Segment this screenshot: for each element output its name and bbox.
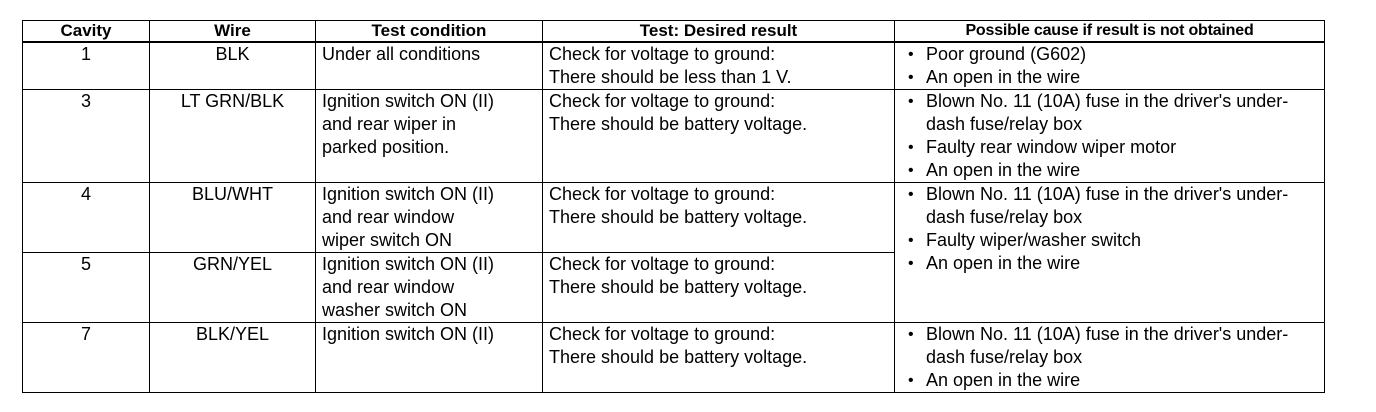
table-row bbox=[23, 90, 1325, 183]
wire-cell: LT GRN/BLK bbox=[150, 90, 316, 183]
cause-item bbox=[901, 323, 1318, 369]
table-row bbox=[23, 323, 1325, 393]
condition-line: and rear window bbox=[322, 207, 455, 227]
condition-line: washer switch ON bbox=[322, 300, 468, 320]
header-test-condition: Test condition bbox=[316, 21, 543, 43]
wire-cell: BLK/YEL bbox=[150, 323, 316, 393]
result-line: Check for voltage to ground: bbox=[549, 91, 776, 111]
cause-text: Blown No. 11 (10A) fuse in the driver's under-dash fuse/relay box bbox=[926, 184, 1289, 227]
result-cell bbox=[543, 323, 895, 393]
cause-text: An open in the wire bbox=[926, 253, 1081, 273]
cause-text: An open in the wire bbox=[926, 67, 1081, 87]
condition-cell bbox=[316, 323, 543, 393]
cause-item bbox=[901, 90, 1318, 136]
bullet-icon: • bbox=[908, 326, 914, 343]
cavity-cell: 3 bbox=[23, 90, 150, 183]
cause-text: Poor ground (G602) bbox=[926, 44, 1087, 64]
wire-cell: BLU/WHT bbox=[150, 183, 316, 253]
condition-line: Ignition switch ON (II) bbox=[322, 324, 495, 344]
bullet-icon: • bbox=[908, 46, 914, 63]
header-possible-cause: Possible cause if result is not obtained bbox=[895, 21, 1325, 43]
cause-cell bbox=[895, 42, 1325, 90]
result-line: There should be battery voltage. bbox=[549, 114, 808, 134]
header-desired-result: Test: Desired result bbox=[543, 21, 895, 43]
result-line: There should be battery voltage. bbox=[549, 207, 808, 227]
result-cell bbox=[543, 90, 895, 183]
condition-line: wiper switch ON bbox=[322, 230, 453, 250]
cause-list bbox=[901, 43, 1318, 89]
result-cell bbox=[543, 42, 895, 90]
cause-text: Faulty wiper/washer switch bbox=[926, 230, 1142, 250]
connector-test-table bbox=[22, 20, 1325, 393]
condition-cell bbox=[316, 90, 543, 183]
bullet-icon: • bbox=[908, 139, 914, 156]
result-line: Check for voltage to ground: bbox=[549, 44, 776, 64]
result-line: There should be battery voltage. bbox=[549, 277, 808, 297]
cavity-cell: 5 bbox=[23, 253, 150, 323]
condition-line: Ignition switch ON (II) bbox=[322, 254, 495, 274]
condition-line: Ignition switch ON (II) bbox=[322, 91, 495, 111]
condition-line: Ignition switch ON (II) bbox=[322, 184, 495, 204]
bullet-icon: • bbox=[908, 255, 914, 272]
bullet-icon: • bbox=[908, 372, 914, 389]
bullet-icon: • bbox=[908, 186, 914, 203]
cause-item bbox=[901, 369, 1318, 392]
cause-item bbox=[901, 66, 1318, 89]
cause-text: An open in the wire bbox=[926, 160, 1081, 180]
bullet-icon: • bbox=[908, 162, 914, 179]
header-wire: Wire bbox=[150, 21, 316, 43]
condition-cell bbox=[316, 183, 543, 253]
result-cell bbox=[543, 183, 895, 253]
condition-cell bbox=[316, 253, 543, 323]
result-line: Check for voltage to ground: bbox=[549, 184, 776, 204]
wire-cell: BLK bbox=[150, 42, 316, 90]
condition-cell bbox=[316, 42, 543, 90]
result-line: There should be less than 1 V. bbox=[549, 67, 792, 87]
condition-line: parked position. bbox=[322, 137, 450, 157]
cavity-cell: 7 bbox=[23, 323, 150, 393]
cause-item bbox=[901, 43, 1318, 66]
cause-cell bbox=[895, 323, 1325, 393]
cause-list bbox=[901, 323, 1318, 392]
cause-text: Faulty rear window wiper motor bbox=[926, 137, 1177, 157]
cause-text: Blown No. 11 (10A) fuse in the driver's under-dash fuse/relay box bbox=[926, 91, 1289, 134]
table-row bbox=[23, 183, 1325, 253]
cause-item bbox=[901, 183, 1318, 229]
cause-list bbox=[901, 183, 1318, 275]
table-row bbox=[23, 42, 1325, 90]
cause-text: An open in the wire bbox=[926, 370, 1081, 390]
result-line: Check for voltage to ground: bbox=[549, 254, 776, 274]
cause-cell bbox=[895, 90, 1325, 183]
cause-text: Blown No. 11 (10A) fuse in the driver's under-dash fuse/relay box bbox=[926, 324, 1289, 367]
connector-test-table-wrapper bbox=[22, 20, 1324, 393]
cause-item bbox=[901, 136, 1318, 159]
result-line: Check for voltage to ground: bbox=[549, 324, 776, 344]
result-cell bbox=[543, 253, 895, 323]
result-line: There should be battery voltage. bbox=[549, 347, 808, 367]
bullet-icon: • bbox=[908, 232, 914, 249]
cause-cell bbox=[895, 183, 1325, 323]
bullet-icon: • bbox=[908, 93, 914, 110]
cause-item bbox=[901, 159, 1318, 182]
cause-item bbox=[901, 252, 1318, 275]
wire-cell: GRN/YEL bbox=[150, 253, 316, 323]
header-cavity: Cavity bbox=[23, 21, 150, 43]
header-row bbox=[23, 21, 1325, 43]
cause-item bbox=[901, 229, 1318, 252]
bullet-icon: • bbox=[908, 69, 914, 86]
condition-line: Under all conditions bbox=[322, 44, 481, 64]
cavity-cell: 4 bbox=[23, 183, 150, 253]
cavity-cell: 1 bbox=[23, 42, 150, 90]
condition-line: and rear wiper in bbox=[322, 114, 457, 134]
cause-list bbox=[901, 90, 1318, 182]
condition-line: and rear window bbox=[322, 277, 455, 297]
